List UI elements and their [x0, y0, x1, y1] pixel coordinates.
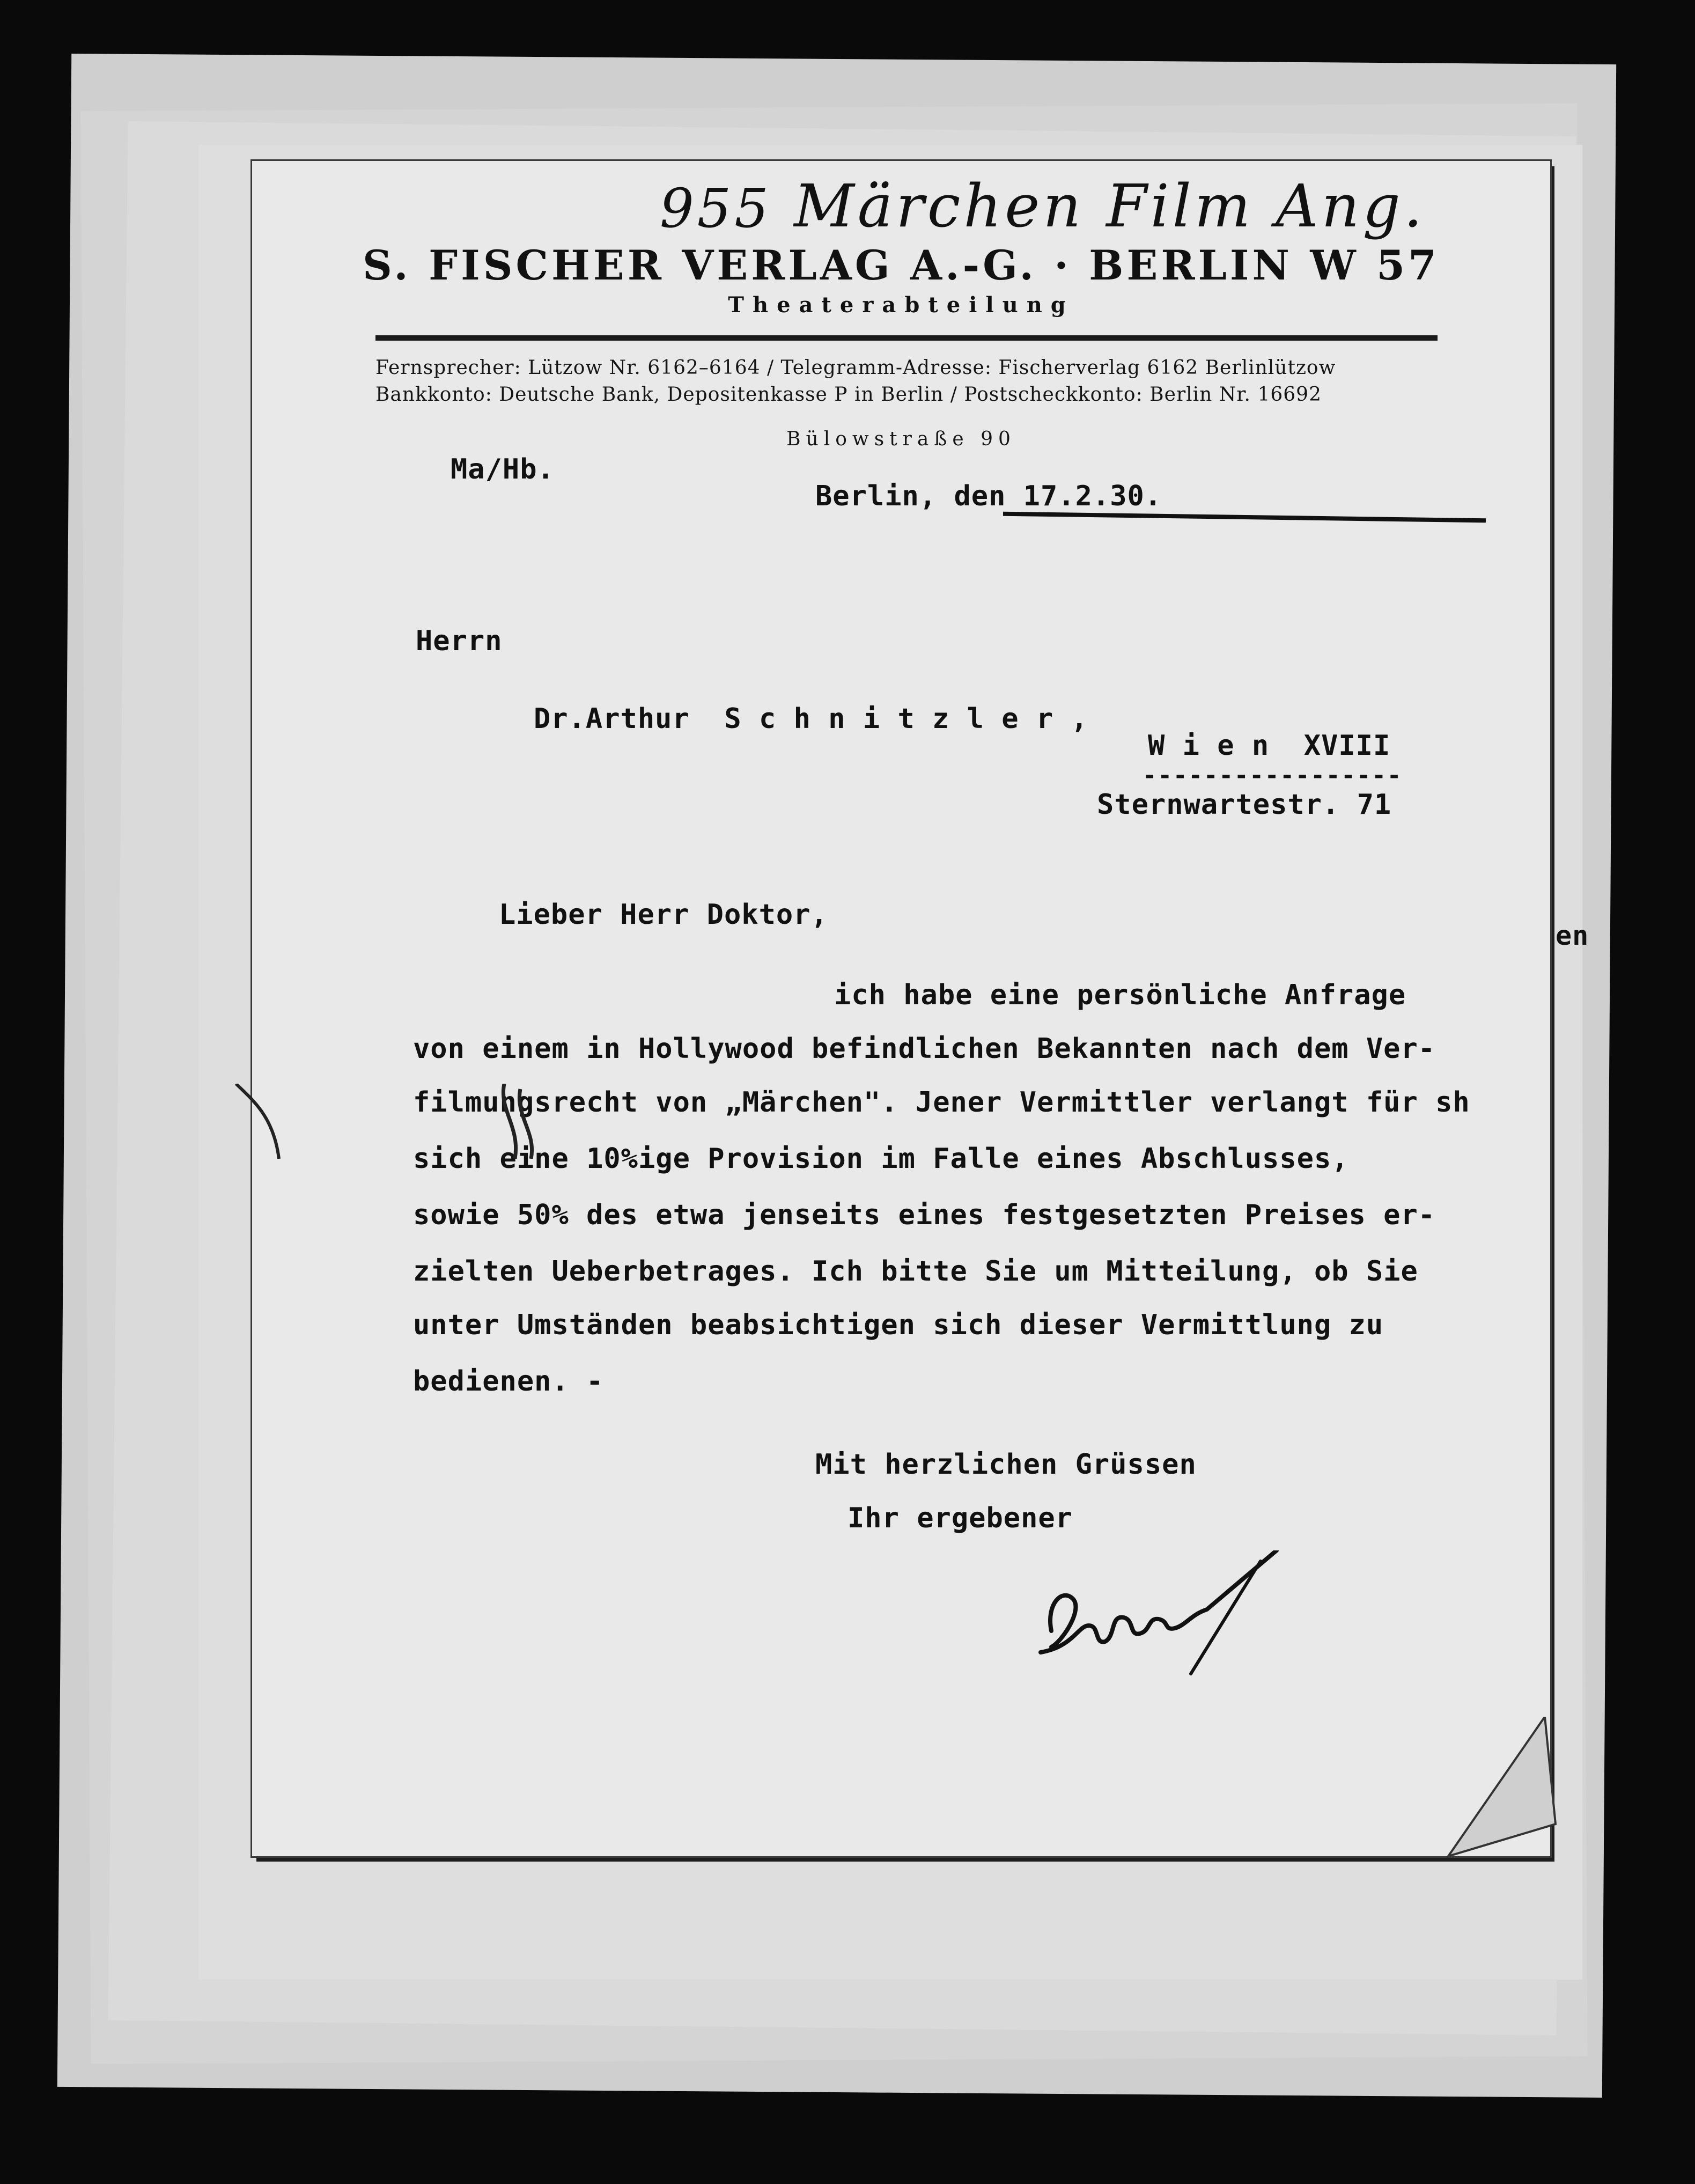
margin-pencil-mark	[231, 1084, 295, 1159]
handwritten-title: Märchen Film Ang.	[794, 172, 1426, 240]
body-line: sich eine 10%ige Provision im Falle eines Abschlusses,	[413, 1143, 1349, 1175]
body-line: von einem in Hollywood befindlichen Bekannten nach dem Ver-	[413, 1033, 1436, 1065]
margin-pencil-mark	[488, 1084, 547, 1159]
date-underline	[1003, 512, 1486, 523]
salutation-title: Herrn	[416, 625, 503, 657]
letterhead-bank-line: Bankkonto: Deutsche Bank, Depositenkasse P in Berlin / Postscheckkonto: Berlin Nr. 16692	[375, 384, 1322, 406]
greeting: Lieber Herr Doktor,	[499, 899, 828, 931]
letterhead-street: Bülowstraße 90	[786, 428, 1016, 450]
handwritten-signature	[1030, 1550, 1309, 1679]
recipient-city: W i e n XVIII	[1148, 730, 1391, 762]
body-line: unter Umständen beabsichtigen sich dieser Vermittlung zu	[413, 1309, 1384, 1341]
body-line: filmungsrecht von „Märchen". Jener Vermittler verlangt für sh	[413, 1086, 1470, 1119]
reference-code: Ma/Hb.	[451, 453, 555, 486]
folio-number: 955	[660, 177, 772, 240]
letterhead-company: S. FISCHER VERLAG A.-G. · BERLIN W 57	[363, 241, 1440, 289]
underlying-sheet-text: en	[1556, 920, 1589, 951]
body-line: zielten Ueberbetrages. Ich bitte Sie um Mitteilung, ob Sie	[413, 1255, 1418, 1288]
closing-phrase: Mit herzlichen Grüssen	[815, 1448, 1197, 1481]
paper-fold-corner	[1438, 1717, 1561, 1867]
body-line: ich habe eine persönliche Anfrage	[834, 979, 1406, 1011]
closing-signoff: Ihr ergebener	[848, 1502, 1073, 1534]
letterhead-department: Theaterabteilung	[728, 292, 1074, 318]
city-underline-dashes: -----------------	[1143, 762, 1403, 789]
letter-page	[252, 161, 1550, 1856]
letterhead-phone-line: Fernsprecher: Lützow Nr. 6162–6164 / Telegramm-Adresse: Fischerverlag 6162 Berlinlützow	[375, 357, 1336, 379]
letterhead-rule	[375, 335, 1438, 341]
recipient-name: Dr.Arthur S c h n i t z l e r ,	[534, 703, 1088, 735]
body-line: bedienen. -	[413, 1365, 604, 1398]
recipient-street: Sternwartestr. 71	[1097, 789, 1392, 821]
body-line: sowie 50% des etwa jenseits eines festgesetzten Preises er-	[413, 1199, 1436, 1231]
place-date: Berlin, den 17.2.30.	[815, 480, 1162, 512]
